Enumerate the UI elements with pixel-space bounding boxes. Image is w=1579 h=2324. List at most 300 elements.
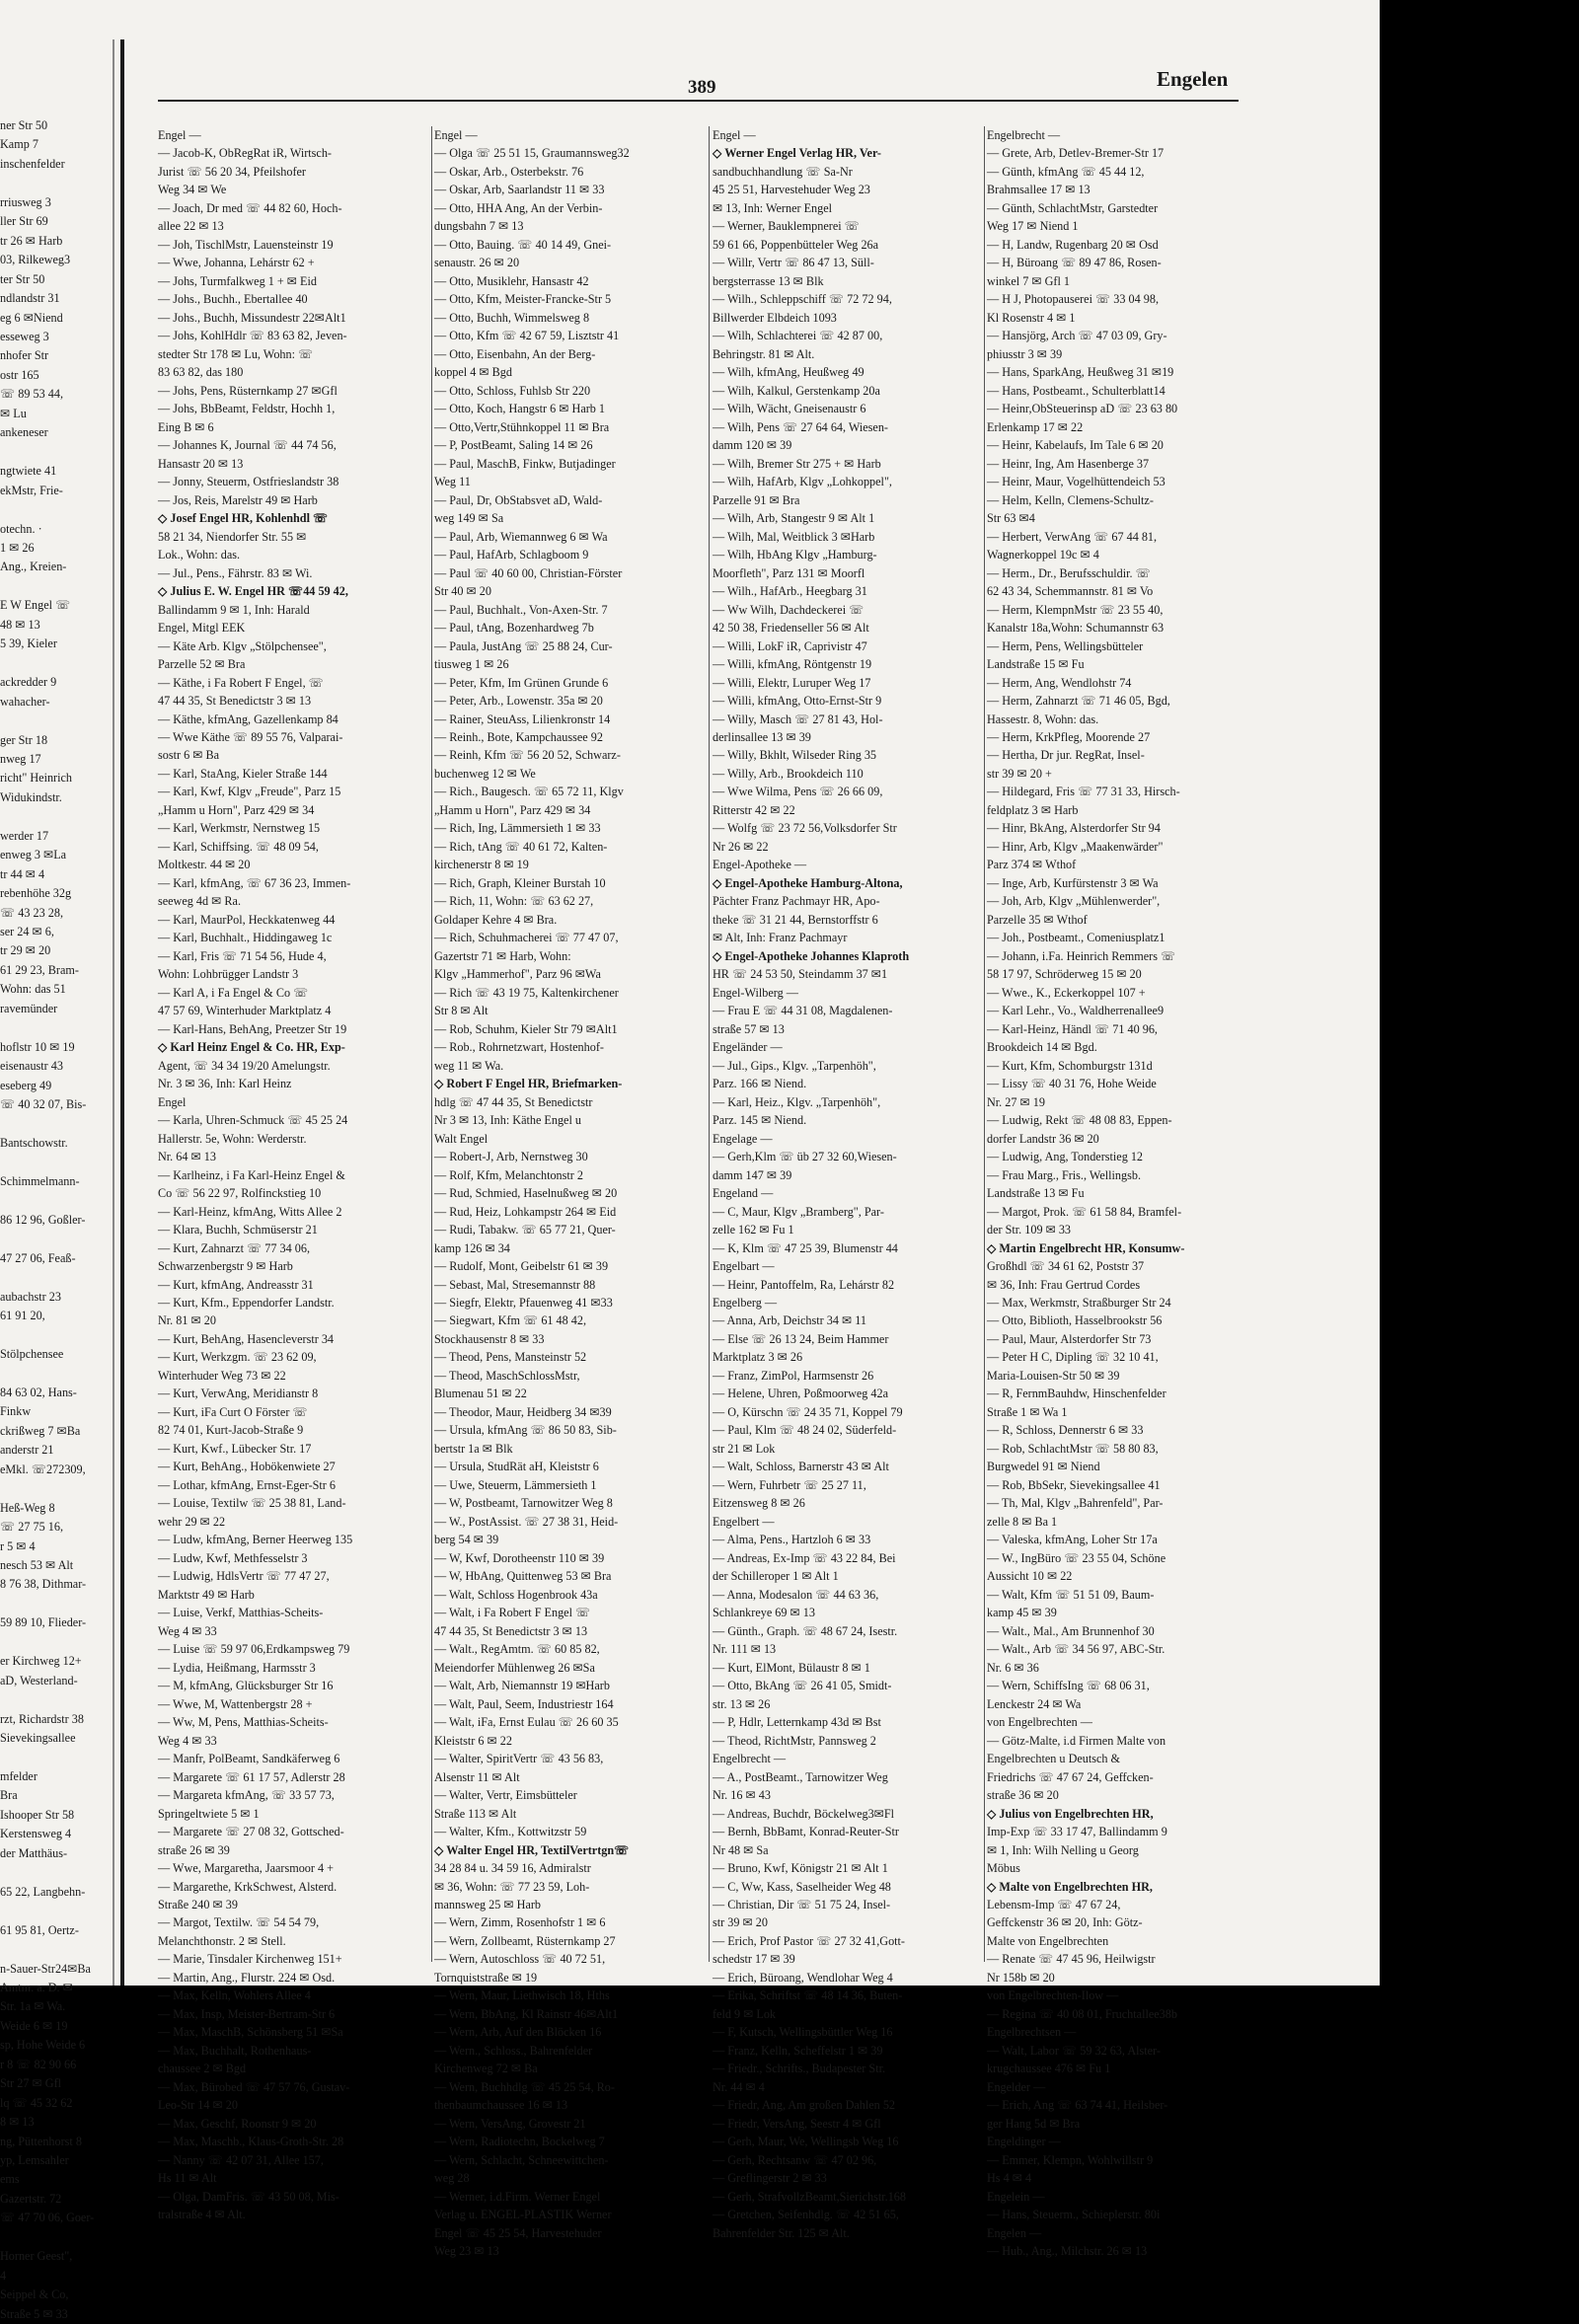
- directory-entry: — Margarete ☏ 61 17 57, Adlerstr 28: [158, 1769, 345, 1784]
- entry-continuation: 59 61 66, Poppenbütteler Weg 26a: [713, 237, 879, 252]
- directory-entry: — Th, Mal, Klgv „Bahrenfeld", Par-: [987, 1496, 1164, 1511]
- entry-continuation: Brahmsallee 17 ✉ 13: [987, 183, 1090, 197]
- directory-entry: — Otto, Bauing. ☏ 40 14 49, Gnei-: [434, 237, 612, 252]
- previous-page-line: tr 26 ✉ Harb: [0, 233, 63, 248]
- entry-continuation: Parzelle 52 ✉ Bra: [158, 657, 246, 672]
- entry-continuation: Kanalstr 18a,Wohn: Schumannstr 63: [987, 621, 1165, 636]
- previous-page-line: 65 22, Langbehn-: [0, 1884, 86, 1899]
- surname-heading: Engeland —: [713, 1186, 774, 1201]
- directory-entry: — Otto, Eisenbahn, An der Berg-: [434, 346, 596, 361]
- entry-continuation: Melanchthonstr. 2 ✉ Stell.: [158, 1933, 286, 1948]
- directory-entry: — Otto, Biblioth, Hasselbrookstr 56: [987, 1313, 1163, 1328]
- entry-continuation: berg 54 ✉ 39: [434, 1533, 499, 1547]
- previous-page-line: ☏ 43 23 28,: [0, 905, 63, 920]
- directory-entry: — Otto, Kfm ☏ 42 67 59, Lisztstr 41: [434, 329, 620, 343]
- directory-entry: — Peter H C, Dipling ☏ 32 10 41,: [987, 1350, 1159, 1365]
- directory-entry: — Helene, Uhren, Poßmoorweg 42a: [713, 1387, 889, 1401]
- entry-continuation: Leo-Str 14 ✉ 20: [158, 2098, 238, 2113]
- entry-continuation: damm 120 ✉ 39: [713, 438, 792, 453]
- entry-continuation: Möbus: [987, 1861, 1020, 1876]
- firm-entry: ◇ Martin Engelbrecht HR, Konsumw-: [987, 1240, 1185, 1255]
- previous-page-line: ems: [0, 2172, 20, 2187]
- directory-entry: — Kurt, kfmAng, Andreasstr 31: [158, 1277, 314, 1292]
- directory-entry: — H J, Photopauserei ☏ 33 04 98,: [987, 292, 1160, 307]
- entry-continuation: Geffckenstr 36 ✉ 20, Inh: Götz-: [987, 1915, 1143, 1930]
- previous-page-line: ller Str 69: [0, 214, 48, 229]
- directory-entry: — Theod, RichtMstr, Pannsweg 2: [713, 1733, 876, 1748]
- entry-continuation: kamp 45 ✉ 39: [987, 1606, 1057, 1620]
- directory-entry: — Karl-Hans, BehAng, Preetzer Str 19: [158, 1021, 347, 1036]
- entry-continuation: 58 17 97, Schröderweg 15 ✉ 20: [987, 967, 1142, 982]
- previous-page-line: r 5 ✉ 4: [0, 1538, 36, 1553]
- entry-continuation: str 21 ✉ Lok: [713, 1441, 776, 1456]
- directory-entry: — Friedr, Ang, Am großen Dahlen 52: [713, 2098, 896, 2113]
- entry-continuation: Friedrichs ☏ 47 67 24, Geffcken-: [987, 1769, 1154, 1784]
- directory-entry: — Kurt, BehAng., Hobökenwiete 27: [158, 1460, 336, 1474]
- previous-page-line: ankeneser: [0, 425, 48, 440]
- previous-page-line: Str. 1a ✉ Wa.: [0, 1999, 66, 2014]
- previous-page-line: 8 76 38, Dithmar-: [0, 1577, 87, 1592]
- directory-entry: — Ludwig, HdlsVertr ☏ 77 47 27,: [158, 1569, 330, 1584]
- surname-heading: Engel —: [158, 128, 201, 142]
- page-gutter-shadow: [113, 39, 114, 1986]
- surname-heading: von Engelbrechten-Ilow —: [987, 1988, 1119, 2003]
- directory-entry: — Olga, DamFris. ☏ 43 50 08, Mis-: [158, 2189, 339, 2204]
- directory-entry: — Karl, Buchhalt., Hiddingaweg 1c: [158, 931, 333, 945]
- firm-entry: ◇ Josef Engel HR, Kohlenhdl ☏: [158, 511, 329, 526]
- directory-entry: — Alma, Pens., Hartzloh 6 ✉ 33: [713, 1533, 871, 1547]
- directory-entry: — Rud, Heiz, Lohkampstr 264 ✉ Eid: [434, 1204, 617, 1219]
- previous-page-line: enweg 3 ✉La: [0, 848, 67, 862]
- directory-entry: — Käte Arb. Klgv „Stölpchensee",: [158, 638, 327, 653]
- previous-page-line: nesch 53 ✉ Alt: [0, 1557, 74, 1572]
- entry-continuation: Lenckestr 24 ✉ Wa: [987, 1696, 1082, 1711]
- entry-continuation: sostr 6 ✉ Ba: [158, 748, 220, 763]
- entry-continuation: ✉ Alt, Inh: Franz Pachmayr: [713, 931, 848, 945]
- directory-entry: — Franz, Kelln, Scheffelstr 1 ✉ 39: [713, 2043, 883, 2058]
- previous-page-line: [0, 443, 113, 462]
- directory-entry: — Heinr,ObSteuerinsp aD ☏ 23 63 80: [987, 402, 1178, 416]
- directory-entry: — Hans, Steuerm., Schieplerstr. 80i: [987, 2208, 1161, 2222]
- previous-page-line: [0, 1479, 113, 1498]
- directory-entry: — Herm., Dr., Berufsschuldir. ☏: [987, 565, 1151, 580]
- directory-entry: — W, HbAng, Quittenweg 53 ✉ Bra: [434, 1569, 612, 1584]
- previous-page-line: ndlandstr 31: [0, 291, 60, 306]
- directory-entry: — Walt, i Fa Robert F Engel ☏: [434, 1606, 591, 1620]
- previous-page-line: [0, 174, 113, 192]
- directory-entry: — Werner, i.d.Firm. Werner Engel: [434, 2189, 601, 2204]
- previous-page-line: 03, Rilkeweg3: [0, 253, 71, 267]
- directory-entry: — Walter, Kfm., Kottwitzstr 59: [434, 1825, 587, 1839]
- previous-page-line: 4: [0, 2268, 7, 2283]
- directory-entry: — Nanny ☏ 42 07 31, Allee 157,: [158, 2152, 324, 2167]
- directory-entry: — Valeska, kfmAng, Loher Str 17a: [987, 1533, 1158, 1547]
- entry-continuation: Nr. 81 ✉ 20: [158, 1313, 216, 1328]
- directory-entry: — Wilh, Arb, Stangestr 9 ✉ Alt 1: [713, 511, 875, 526]
- entry-continuation: „Hamm u Horn", Parz 429 ✉ 34: [434, 802, 591, 817]
- directory-entry: — Hans, Postbeamt., Schulterblatt14: [987, 383, 1165, 398]
- directory-entry: — Wilh, Bremer Str 275 + ✉ Harb: [713, 456, 881, 471]
- directory-entry: — Sebast, Mal, Stresemannstr 88: [434, 1277, 596, 1292]
- directory-entry: — Herm, Ang, Wendlohstr 74: [987, 675, 1132, 690]
- directory-entry: — Wwe, Margaretha, Jaarsmoor 4 +: [158, 1861, 335, 1876]
- previous-page-line: Straße 5 ✉ 33: [0, 2306, 68, 2321]
- entry-continuation: feldplatz 3 ✉ Harb: [987, 802, 1079, 817]
- previous-page-line: [0, 577, 113, 596]
- previous-page-line: Heß-Weg 8: [0, 1500, 55, 1515]
- directory-entry: — Willi, Elektr, Luruper Weg 17: [713, 675, 871, 690]
- previous-page-line: er Kirchweg 12+: [0, 1654, 82, 1669]
- entry-continuation: Stockhausenstr 8 ✉ 33: [434, 1331, 545, 1346]
- entry-continuation: Springeltwiete 5 ✉ 1: [158, 1806, 260, 1821]
- previous-page-line: [0, 1863, 113, 1882]
- directory-entry: — Peter, Arb., Lowenstr. 35a ✉ 20: [434, 694, 603, 709]
- directory-entry: — Wilh., HafArb., Heegbarg 31: [713, 584, 867, 599]
- directory-entry: — F, Kutsch, Wellingsbüttler Weg 16: [713, 2025, 893, 2040]
- previous-page-line: ser 24 ✉ 6,: [0, 925, 54, 939]
- previous-page-line: tr 44 ✉ 4: [0, 866, 45, 881]
- directory-entry: — Rud, Schmied, Haselnußweg ✉ 20: [434, 1186, 618, 1201]
- directory-entry: — Ursula, kfmAng ☏ 86 50 83, Sib-: [434, 1423, 617, 1438]
- entry-continuation: ger Hang 5d ✉ Bra: [987, 2116, 1081, 2131]
- directory-entry: — Karl, Fris ☏ 71 54 56, Hude 4,: [158, 948, 327, 963]
- firm-entry: ◇ Werner Engel Verlag HR, Ver-: [713, 146, 881, 161]
- directory-entry: — Willi, kfmAng, Röntgenstr 19: [713, 657, 872, 672]
- previous-page-line: 48 ✉ 13: [0, 617, 40, 632]
- directory-entry: — Walt, Schloss Hogenbrook 43a: [434, 1587, 598, 1602]
- firm-entry: ◇ Engel-Apotheke Hamburg-Altona,: [713, 875, 903, 890]
- directory-entry: — Jacob-K, ObRegRat iR, Wirtsch-: [158, 146, 332, 161]
- directory-entry: — K, Klm ☏ 47 25 39, Blumenstr 44: [713, 1240, 898, 1255]
- entry-continuation: Bahrenfelder Str. 125 ✉ Alt.: [713, 2225, 850, 2240]
- previous-page-line: aubachstr 23: [0, 1289, 61, 1304]
- directory-entry: — Wilh., Schleppschiff ☏ 72 72 94,: [713, 292, 892, 307]
- entry-continuation: Hs 4 ✉ 4: [987, 2171, 1032, 2186]
- directory-entry: — Rich, Schuhmacherei ☏ 77 47 07,: [434, 931, 619, 945]
- directory-entry: — Werner, Bauklempnerei ☏: [713, 219, 860, 234]
- directory-entry: — Manfr, PolBeamt, Sandkäferweg 6: [158, 1752, 340, 1766]
- previous-page-line: rebenhöhe 32g: [0, 886, 72, 901]
- directory-entry: — Friedr., Schrifts., Budapester Str.: [713, 2062, 886, 2076]
- previous-page-line: eg 6 ✉Niend: [0, 310, 63, 325]
- previous-page-line: yp, Lemsahler: [0, 2153, 69, 2168]
- entry-continuation: Meiendorfer Mühlenweg 26 ✉Sa: [434, 1660, 595, 1675]
- entry-continuation: Imp-Exp ☏ 33 17 47, Ballindamm 9: [987, 1825, 1167, 1839]
- entry-continuation: Behringstr. 81 ✉ Alt.: [713, 346, 815, 361]
- directory-entry: — Hans, SparkAng, Heußweg 31 ✉19: [987, 365, 1174, 380]
- directory-entry: — Emmer, Klempn, Wohlwillstr 9: [987, 2152, 1154, 2167]
- previous-page-line: r 8 ☏ 82 90 66: [0, 2057, 77, 2071]
- directory-entry: — Ludw, Kwf, Methfesselstr 3: [158, 1550, 308, 1565]
- directory-entry: — Wern, SchiffsIng ☏ 68 06 31,: [987, 1679, 1150, 1693]
- previous-page-line: ✉ Lu: [0, 406, 27, 420]
- directory-entry: — Karl-Heinz, kfmAng, Witts Allee 2: [158, 1204, 342, 1219]
- directory-entry: — Margareta kfmAng, ☏ 33 57 73,: [158, 1788, 335, 1803]
- directory-entry: — Karl, Schiffsing. ☏ 48 09 54,: [158, 839, 319, 854]
- directory-entry: — Joach, Dr med ☏ 44 82 60, Hoch-: [158, 200, 342, 215]
- previous-page-line: [0, 1115, 113, 1134]
- previous-page-line: [0, 500, 113, 519]
- directory-column-2: [434, 126, 709, 2261]
- directory-entry: — Walt., Mal., Am Brunnenhof 30: [987, 1623, 1155, 1638]
- directory-entry: — Jul., Gips., Klgv. „Tarpenhöh",: [713, 1058, 876, 1073]
- entry-continuation: Nr. 27 ✉ 19: [987, 1094, 1045, 1109]
- directory-entry: — Kurt, Kfm, Schomburgstr 131d: [987, 1058, 1153, 1073]
- directory-entry: — Wern, Radiotechn, Bockelweg 7: [434, 2135, 605, 2149]
- entry-continuation: Walt Engel: [434, 1131, 489, 1146]
- surname-heading: Engelberg —: [713, 1296, 778, 1310]
- directory-entry: — Wern, Zollbeamt, Rüsternkamp 27: [434, 1933, 616, 1948]
- directory-entry: — Helm, Kelln, Clemens-Schultz-: [987, 492, 1154, 507]
- directory-entry: — Wern, Arb, Auf den Blöcken 16: [434, 2025, 602, 2040]
- directory-entry: — Louise, Textilw ☏ 25 38 81, Land-: [158, 1496, 346, 1511]
- directory-entry: — P, PostBeamt, Saling 14 ✉ 26: [434, 438, 593, 453]
- previous-page-line: 8 ✉ 13: [0, 2115, 35, 2130]
- directory-entry: — Max, Maschb., Klaus-Groth-Str. 28: [158, 2135, 344, 2149]
- surname-heading: Engel-Wilberg —: [713, 985, 798, 1000]
- entry-continuation: 62 43 34, Schemmannstr. 81 ✉ Vo: [987, 584, 1154, 599]
- previous-page-line: [0, 1191, 113, 1210]
- directory-entry: — Otto, Musiklehr, Hansastr 42: [434, 273, 589, 288]
- previous-page-line: ckrißweg 7 ✉Ba: [0, 1423, 81, 1438]
- entry-continuation: Weg 4 ✉ 33: [158, 1623, 217, 1638]
- entry-continuation: Schwarzenbergstr 9 ✉ Harb: [158, 1259, 293, 1274]
- directory-entry: — Margot, Prok. ☏ 61 58 84, Bramfel-: [987, 1204, 1182, 1219]
- entry-continuation: Str 8 ✉ Alt: [434, 1004, 489, 1018]
- entry-continuation: Nr. 111 ✉ 13: [713, 1642, 777, 1657]
- entry-continuation: Ritterstr 42 ✉ 22: [713, 802, 795, 817]
- directory-entry: — Oskar, Arb, Saarlandstr 11 ✉ 33: [434, 183, 605, 197]
- previous-page-line: inschenfelder: [0, 156, 65, 171]
- directory-entry: — Else ☏ 26 13 24, Beim Hammer: [713, 1331, 889, 1346]
- directory-entry: — Gerh,Klm ☏ üb 27 32 60,Wiesen-: [713, 1150, 897, 1164]
- directory-column-1: [158, 126, 432, 2224]
- directory-entry: — Heinr, Maur, Vogelhüttendeich 53: [987, 475, 1165, 489]
- directory-entry: — Paul, tAng, Bozenhardweg 7b: [434, 621, 594, 636]
- previous-page-line: 86 12 96, Goßler-: [0, 1212, 86, 1227]
- entry-continuation: Jurist ☏ 56 20 34, Pfeilshofer: [158, 164, 306, 179]
- directory-entry: — Herm, KrkPfleg, Moorende 27: [987, 729, 1151, 744]
- directory-entry: — Franz, ZimPol, Harmsenstr 26: [713, 1368, 874, 1383]
- directory-entry: — Hildegard, Fris ☏ 77 31 33, Hirsch-: [987, 785, 1180, 799]
- directory-entry: — R, FernmBauhdw, Hinschenfelder: [987, 1387, 1166, 1401]
- directory-entry: — Kurt, iFa Curt O Förster ☏: [158, 1404, 308, 1419]
- directory-entry: — Günth, kfmAng ☏ 45 44 12,: [987, 164, 1145, 179]
- previous-page-line: Widukindstr.: [0, 789, 62, 804]
- directory-entry: — Rainer, SteuAss, Lilienkronstr 14: [434, 712, 611, 726]
- entry-continuation: Kirchenweg 72 ✉ Ba: [434, 2062, 538, 2076]
- directory-entry: — Kurt, ElMont, Bülaustr 8 ✉ 1: [713, 1660, 870, 1675]
- directory-entry: — Otto, Kfm, Meister-Francke-Str 5: [434, 292, 612, 307]
- directory-entry: — Oskar, Arb., Osterbekstr. 76: [434, 164, 584, 179]
- previous-page-line: ☏ 27 75 16,: [0, 1520, 63, 1535]
- previous-page-line: [0, 1633, 113, 1652]
- entry-continuation: 34 28 84 u. 34 59 16, Admiralstr: [434, 1861, 591, 1876]
- previous-page-line: nhofer Str: [0, 348, 49, 363]
- directory-entry: — Klara, Buchh, Schmüserstr 21: [158, 1223, 318, 1237]
- previous-page-line: 47 27 06, Feaß-: [0, 1250, 76, 1265]
- directory-entry: — Ww, M, Pens, Matthias-Scheits-: [158, 1715, 329, 1730]
- directory-entry: — Walter, SpiritVertr ☏ 43 56 83,: [434, 1752, 604, 1766]
- entry-continuation: zelle 8 ✉ Ba 1: [987, 1514, 1058, 1529]
- entry-continuation: 58 21 34, Niendorfer Str. 55 ✉: [158, 529, 307, 544]
- directory-entry: — Gerh, Rechtsanw ☏ 47 02 96,: [713, 2152, 877, 2167]
- directory-entry: — Max, MaschB, Schönsberg 51 ✉Sa: [158, 2025, 343, 2040]
- directory-entry: — Karl, StaAng, Kieler Straße 144: [158, 766, 328, 781]
- directory-entry: — Siegfr, Elektr, Pfauenweg 41 ✉33: [434, 1296, 613, 1310]
- entry-continuation: Gazertstr 71 ✉ Harb, Wohn:: [434, 948, 571, 963]
- previous-page-line: Kerstensweg 4: [0, 1827, 72, 1841]
- directory-entry: — Willy, Masch ☏ 27 81 43, Hol-: [713, 712, 883, 726]
- directory-entry: — Käthe, kfmAng, Gazellenkamp 84: [158, 712, 338, 726]
- directory-entry: — Max, Kelln, Wohlers Allee 4: [158, 1988, 311, 2003]
- directory-entry: — W, Kwf, Dorotheenstr 110 ✉ 39: [434, 1550, 605, 1565]
- surname-heading: Engelbrechtsen —: [987, 2025, 1077, 2040]
- entry-continuation: bertstr 1a ✉ Blk: [434, 1441, 513, 1456]
- entry-continuation: Marktstr 49 ✉ Harb: [158, 1587, 255, 1602]
- entry-continuation: Nr. 6 ✉ 36: [987, 1660, 1039, 1675]
- entry-continuation: dorfer Landstr 36 ✉ 20: [987, 1131, 1099, 1146]
- entry-continuation: straße 36 ✉ 20: [987, 1788, 1059, 1803]
- surname-heading: Engelein —: [987, 2189, 1045, 2204]
- entry-continuation: Engel: [158, 1094, 187, 1109]
- previous-page-line: 5 39, Kieler: [0, 637, 57, 651]
- directory-entry: — Rob, SchlachtMstr ☏ 58 80 83,: [987, 1441, 1159, 1456]
- directory-entry: — R, Schloss, Dennerstr 6 ✉ 33: [987, 1423, 1144, 1438]
- directory-entry: — Martin, Ang., Flurstr. 224 ✉ Osd.: [158, 1970, 336, 1985]
- entry-continuation: Hassestr. 8, Wohn: das.: [987, 712, 1099, 726]
- previous-page-line: ackredder 9: [0, 675, 57, 690]
- entry-continuation: „Hamm u Horn", Parz 429 ✉ 34: [158, 802, 315, 817]
- directory-entry: — Rich, 11, Wohn: ☏ 63 62 27,: [434, 894, 594, 909]
- entry-continuation: Blumenau 51 ✉ 22: [434, 1387, 527, 1401]
- directory-entry: — Max, Bürobed ☏ 47 57 76, Gustav-: [158, 2079, 350, 2094]
- previous-page-line: hoflstr 10 ✉ 19: [0, 1039, 75, 1054]
- directory-entry: — Paula, JustAng ☏ 25 88 24, Cur-: [434, 638, 613, 653]
- directory-entry: — Paul, MaschB, Finkw, Butjadinger: [434, 456, 616, 471]
- entry-continuation: Pächter Franz Pachmayr HR, Apo-: [713, 894, 880, 909]
- entry-continuation: Co ☏ 56 22 97, Rolfinckstieg 10: [158, 1186, 322, 1201]
- directory-entry: — Erich, Büroang, Wendlohar Weg 4: [713, 1970, 893, 1985]
- previous-page-line: sp, Hohe Weide 6: [0, 2038, 86, 2053]
- directory-entry: — Gretchen, Seifenhdlg. ☏ 42 51 65,: [713, 2208, 899, 2222]
- directory-entry: — Rob., Rohrnetzwart, Hostenhof-: [434, 1040, 604, 1055]
- directory-entry: — Andreas, Ex-Imp ☏ 43 22 84, Bei: [713, 1550, 896, 1565]
- directory-entry: — Johann, i.Fa. Heinrich Remmers ☏: [987, 948, 1176, 963]
- column-divider: [709, 126, 710, 1962]
- previous-page-line: Ang., Kreien-: [0, 560, 67, 574]
- entry-continuation: Hansastr 20 ✉ 13: [158, 456, 244, 471]
- directory-entry: — Margot, Textilw. ☏ 54 54 79,: [158, 1915, 320, 1930]
- directory-entry: — Herm, Pens, Wellingsbütteler: [987, 638, 1144, 653]
- directory-entry: — Ludw, kfmAng, Berner Heerweg 135: [158, 1533, 353, 1547]
- directory-column-3: [713, 126, 987, 2242]
- directory-entry: — Paul, HafArb, Schlagboom 9: [434, 548, 589, 562]
- directory-entry: — C, Maur, Klgv „Bramberg", Par-: [713, 1204, 884, 1219]
- entry-continuation: Burgwedel 91 ✉ Niend: [987, 1460, 1100, 1474]
- entry-continuation: HR ☏ 24 53 50, Steindamm 37 ✉1: [713, 967, 888, 982]
- entry-continuation: Parz 374 ✉ Wthof: [987, 858, 1077, 872]
- page-running-head: Engelen: [1157, 67, 1229, 91]
- previous-page-line: Amtm. a. D. ✉: [0, 1980, 73, 1994]
- previous-page-line: 61 29 23, Bram-: [0, 962, 79, 977]
- entry-continuation: Kl Rosenstr 4 ✉ 1: [987, 310, 1076, 325]
- entry-continuation: 83 63 82, das 180: [158, 365, 244, 380]
- entry-continuation: Hallerstr. 5e, Wohn: Werderstr.: [158, 1131, 307, 1146]
- directory-entry: — Wern, Maur, Liethwisch 18, Hths: [434, 1988, 610, 2003]
- directory-entry: — Ww Wilh, Dachdeckerei ☏: [713, 602, 865, 617]
- directory-entry: — Willi, LokF iR, Caprivistr 47: [713, 638, 867, 653]
- entry-continuation: ✉ 36, Inh: Frau Gertrud Cordes: [987, 1277, 1141, 1292]
- directory-entry: — Frau Marg., Fris., Wellingsb.: [987, 1167, 1141, 1182]
- previous-page-line: ostr 165: [0, 367, 39, 382]
- directory-entry: — Theodor, Maur, Heidberg 34 ✉39: [434, 1404, 612, 1419]
- directory-entry: — Paul, Dr, ObStabsvet aD, Wald-: [434, 492, 603, 507]
- entry-continuation: str. 13 ✉ 26: [713, 1696, 771, 1711]
- directory-entry: — Johs, BbBeamt, Feldstr, Hochh 1,: [158, 402, 336, 416]
- entry-continuation: Lok., Wohn: das.: [158, 548, 241, 562]
- directory-entry: — Hansjörg, Arch ☏ 47 03 09, Gry-: [987, 329, 1167, 343]
- entry-continuation: Nr. 64 ✉ 13: [158, 1150, 216, 1164]
- previous-page-line: [0, 1153, 113, 1171]
- surname-heading: Engeldinger —: [987, 2135, 1061, 2149]
- directory-entry: — Otto, BkAng ☏ 26 41 05, Smidt-: [713, 1679, 892, 1693]
- directory-entry: — Peter, Kfm, Im Grünen Grunde 6: [434, 675, 609, 690]
- firm-entry: ◇ Julius E. W. Engel HR ☏44 59 42,: [158, 584, 348, 599]
- entry-continuation: 82 74 01, Kurt-Jacob-Straße 9: [158, 1423, 304, 1438]
- previous-page-line: eMkl. ☏272309,: [0, 1462, 86, 1476]
- directory-entry: — Theod, Pens, Mansteinstr 52: [434, 1350, 587, 1365]
- entry-continuation: 47 57 69, Winterhuder Marktplatz 4: [158, 1004, 332, 1018]
- surname-heading: Engel —: [434, 128, 478, 142]
- entry-continuation: Nr. 16 ✉ 43: [713, 1788, 771, 1803]
- previous-page-line: Kamp 7: [0, 137, 38, 152]
- previous-page-line: nweg 17: [0, 751, 41, 766]
- directory-entry: — H, Landw, Rugenbarg 20 ✉ Osd: [987, 237, 1159, 252]
- entry-continuation: Malte von Engelbrechten: [987, 1933, 1109, 1948]
- directory-entry: — Uwe, Steuerm, Lämmersieth 1: [434, 1477, 597, 1492]
- directory-entry: — Jul., Pens., Fährstr. 83 ✉ Wi.: [158, 565, 313, 580]
- entry-continuation: Landstraße 15 ✉ Fu: [987, 657, 1085, 672]
- entry-continuation: weg 11 ✉ Wa.: [434, 1058, 504, 1073]
- directory-entry: — Olga ☏ 25 51 15, Graumannsweg32: [434, 146, 630, 161]
- previous-page-line: rriusweg 3: [0, 194, 51, 209]
- previous-page-line: tr 29 ✉ 20: [0, 943, 51, 958]
- entry-continuation: schedstr 17 ✉ 39: [713, 1952, 795, 1967]
- directory-entry: — Wwe Wilma, Pens ☏ 26 66 09,: [713, 785, 883, 799]
- entry-continuation: Moorfleth", Parz 131 ✉ Moorfl: [713, 565, 865, 580]
- directory-entry: — Günth., Graph. ☏ 48 67 24, Isestr.: [713, 1623, 898, 1638]
- directory-entry: — Joh, TischlMstr, Lauensteinstr 19: [158, 237, 334, 252]
- entry-continuation: Marktplatz 3 ✉ 26: [713, 1350, 803, 1365]
- directory-entry: — Karla, Uhren-Schmuck ☏ 45 25 24: [158, 1113, 348, 1128]
- directory-entry: — Friedr, VersAng, Seestr 4 ✉ Gfl: [713, 2116, 881, 2131]
- entry-continuation: Weg 11: [434, 475, 471, 489]
- entry-continuation: Verlag u. ENGEL-PLASTIK Werner: [434, 2208, 612, 2222]
- previous-page-line: mfelder: [0, 1768, 38, 1783]
- entry-continuation: ✉ 36, Wohn: ☏ 77 23 59, Loh-: [434, 1879, 590, 1894]
- directory-entry: — Karl Lehr., Vo., Waldherrenallee9: [987, 1004, 1165, 1018]
- directory-entry: — Gerh, StrafvollzBeamt,Sierichstr.168: [713, 2189, 906, 2204]
- previous-page-line: ☏ 47 70 06, Goer-: [0, 2211, 95, 2225]
- surname-heading: Engelen —: [987, 2225, 1042, 2240]
- previous-page-line: [0, 1902, 113, 1920]
- entry-continuation: ✉ 1, Inh: Wilh Nelling u Georg: [987, 1842, 1139, 1857]
- previous-page-line: 61 95 81, Oertz-: [0, 1922, 79, 1937]
- directory-entry: — Ursula, StudRät aH, Kleiststr 6: [434, 1460, 599, 1474]
- directory-entry: — Johs, Pens, Rüsternkamp 27 ✉Gfl: [158, 383, 338, 398]
- entry-continuation: Aussicht 10 ✉ 22: [987, 1569, 1073, 1584]
